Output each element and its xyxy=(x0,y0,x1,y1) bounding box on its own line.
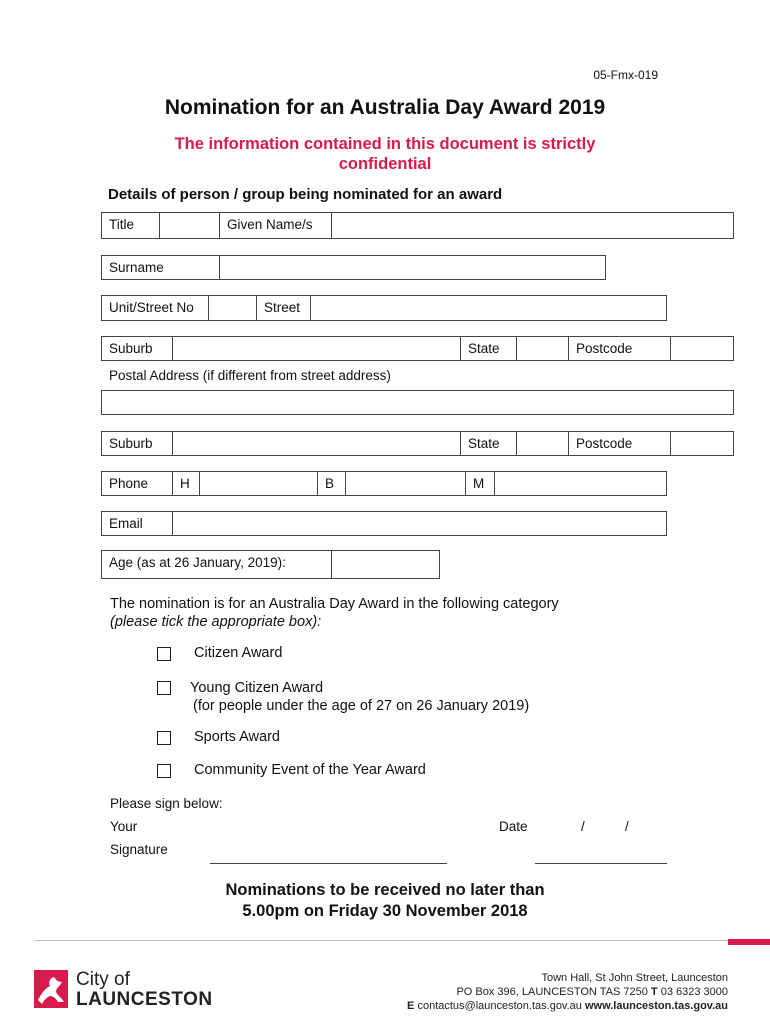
postal-suburb-input[interactable] xyxy=(172,432,460,455)
signature-label: Signature xyxy=(110,842,168,857)
age-input[interactable] xyxy=(331,551,439,578)
young-citizen-award-checkbox[interactable] xyxy=(157,681,171,695)
date-label: Date xyxy=(499,819,528,834)
young-citizen-award-note: (for people under the age of 27 on 26 January 2019) xyxy=(193,698,530,714)
phone-m-input[interactable] xyxy=(494,472,666,495)
state-input[interactable] xyxy=(516,337,568,360)
title-row xyxy=(101,212,734,239)
unit-street-no-input[interactable] xyxy=(208,296,256,320)
date-slash-2: / xyxy=(625,819,629,834)
community-event-award-label: Community Event of the Year Award xyxy=(194,762,426,778)
postal-state-label: State xyxy=(460,432,516,455)
phone-h-label: H xyxy=(172,472,199,495)
confidential-line-1: The information contained in this document is strictly xyxy=(174,135,596,153)
category-intro-text: The nomination is for an Australia Day Award in the following category xyxy=(110,596,559,612)
footer-website[interactable]: www.launceston.tas.gov.au xyxy=(584,1000,728,1012)
phone-b-input[interactable] xyxy=(345,472,465,495)
footer-po-box: PO Box 396, LAUNCESTON TAS 7250 xyxy=(456,986,648,998)
deadline-line-1: Nominations to be received no later than xyxy=(225,881,545,899)
age-label: Age (as at 26 January, 2019): xyxy=(109,555,286,570)
suburb-input[interactable] xyxy=(172,337,460,360)
surname-label: Surname xyxy=(109,260,164,275)
section-heading: Details of person / group being nominated for an award xyxy=(108,186,503,203)
suburb-label: Suburb xyxy=(109,341,153,356)
given-names-input[interactable] xyxy=(331,213,733,238)
phone-label: Phone xyxy=(109,476,149,491)
footer-phone: 03 6323 3000 xyxy=(660,986,728,998)
logo-line-2: LAUNCESTON xyxy=(76,989,213,1010)
street-input[interactable] xyxy=(310,296,666,320)
postal-postcode-label: Postcode xyxy=(568,432,670,455)
given-names-label: Given Name/s xyxy=(219,213,331,238)
footer-email-prefix: E xyxy=(407,1000,415,1012)
signature-line[interactable] xyxy=(210,863,447,864)
postal-address-input[interactable] xyxy=(101,390,734,415)
postal-state-input[interactable] xyxy=(516,432,568,455)
postcode-label: Postcode xyxy=(568,337,670,360)
state-label: State xyxy=(460,337,516,360)
phone-b-label: B xyxy=(317,472,345,495)
surname-row xyxy=(101,255,606,280)
city-logo-icon xyxy=(34,970,70,1008)
phone-row xyxy=(101,471,667,496)
street-label: Street xyxy=(256,296,310,320)
young-citizen-award-label xyxy=(190,679,529,715)
citizen-award-checkbox[interactable] xyxy=(157,647,171,661)
young-citizen-award-title: Young Citizen Award xyxy=(190,680,324,696)
footer-address-line-1: Town Hall, St John Street, Launceston xyxy=(541,972,728,984)
email-label: Email xyxy=(109,516,143,531)
category-intro xyxy=(110,595,559,631)
date-slash-1: / xyxy=(581,819,585,834)
unit-street-no-label: Unit/Street No xyxy=(109,300,194,315)
email-input[interactable] xyxy=(172,512,666,535)
postal-address-label: Postal Address (if different from street address) xyxy=(109,368,391,383)
category-hint: (please tick the appropriate box): xyxy=(110,614,322,630)
city-logo-text xyxy=(76,970,213,1010)
postal-suburb-label: Suburb xyxy=(109,436,153,451)
phone-m-label: M xyxy=(465,472,494,495)
footer-email[interactable]: contactus@launceston.tas.gov.au xyxy=(417,1000,582,1012)
sports-award-checkbox[interactable] xyxy=(157,731,171,745)
footer-address-line-3 xyxy=(407,1000,728,1012)
confidential-notice xyxy=(0,134,770,174)
email-row xyxy=(101,511,667,536)
community-event-award-checkbox[interactable] xyxy=(157,764,171,778)
citizen-award-label: Citizen Award xyxy=(194,645,283,661)
sports-award-label: Sports Award xyxy=(194,729,280,745)
signature-label-your: Your xyxy=(110,819,138,834)
address-row xyxy=(101,295,667,321)
form-code: 05-Fmx-019 xyxy=(593,68,658,82)
date-line[interactable] xyxy=(535,863,667,864)
confidential-line-2: confidential xyxy=(338,155,432,173)
deadline-line-2: 5.00pm on Friday 30 November 2018 xyxy=(242,902,528,920)
sign-prompt: Please sign below: xyxy=(110,796,223,811)
title-label: Title xyxy=(109,217,135,232)
phone-h-input[interactable] xyxy=(199,472,317,495)
postal-suburb-row xyxy=(101,431,734,456)
page-title: Nomination for an Australia Day Award 2019 xyxy=(164,96,606,119)
logo-line-1: City of xyxy=(76,969,130,990)
footer-address-line-2 xyxy=(456,986,728,998)
suburb-row xyxy=(101,336,734,361)
deadline-notice xyxy=(0,880,770,922)
age-row xyxy=(101,550,440,579)
footer-divider xyxy=(34,940,770,941)
footer-accent-bar xyxy=(728,939,770,945)
title-input[interactable] xyxy=(159,213,219,238)
postcode-input[interactable] xyxy=(670,337,733,360)
postal-postcode-input[interactable] xyxy=(670,432,733,455)
surname-input[interactable] xyxy=(219,256,605,279)
footer-phone-prefix: T xyxy=(650,986,658,998)
